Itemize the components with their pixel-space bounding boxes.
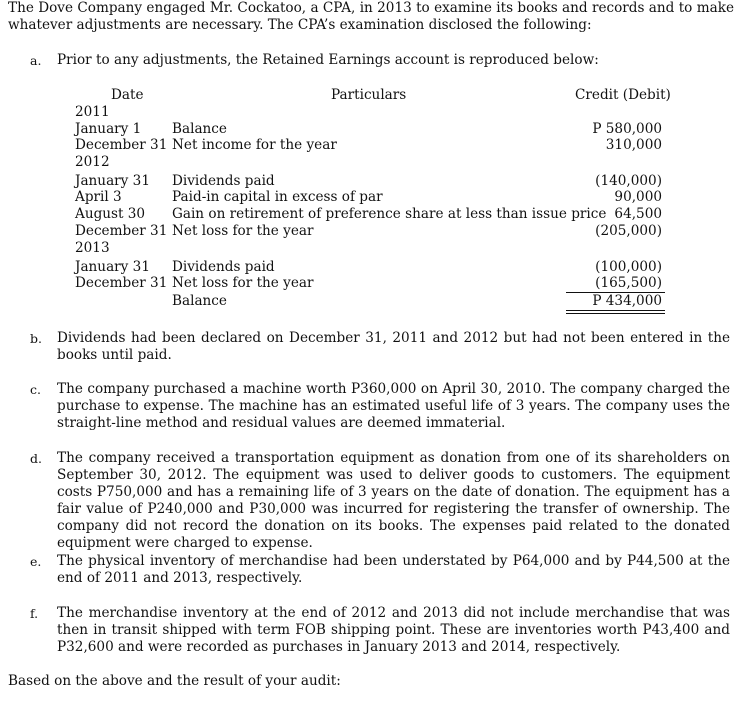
total-rule-upper (566, 310, 665, 311)
item-label: e. (30, 554, 42, 569)
item-label: c. (30, 382, 41, 397)
row-date: January 1 (75, 121, 142, 137)
row-date: August 30 (75, 206, 146, 222)
row-particulars: Gain on retirement of preference share at less than issue price (172, 206, 607, 222)
item-c (30, 381, 730, 432)
item-text: The physical inventory of merchandise had been understated by P64,000 and by P44,500 at the end of 2011 and 2013, respectively. (57, 553, 730, 586)
item-text: The company purchased a machine worth P360,000 on April 30, 2010. The company charged the purchase to expense. The machine has an estimated useful life of 3 years. The company uses the straight-line method and residual values are deemed immaterial. (57, 381, 730, 431)
row-particulars: Net loss for the year (172, 223, 314, 239)
item-a (30, 52, 730, 69)
item-text: Dividends had been declared on December 31, 2011 and 2012 but had not been entered in the books until paid. (57, 330, 730, 363)
row-particulars: Dividends paid (172, 259, 275, 275)
row-date: January 31 (75, 259, 150, 275)
row-date: 2011 (75, 104, 110, 120)
closing-line: Based on the above and the result of your audit: (8, 673, 341, 689)
row-date: December 31 (75, 137, 168, 153)
header-particulars: Particulars (331, 87, 407, 103)
item-label: b. (30, 331, 42, 346)
item-label: f. (30, 606, 39, 621)
row-amount: P 580,000 (592, 121, 662, 137)
item-e (30, 553, 730, 587)
row-date: December 31 (75, 275, 168, 291)
row-date: 2013 (75, 240, 110, 256)
item-text: The merchandise inventory at the end of 2012 and 2013 did not include merchandise that was then in transit shipped with term FOB shipping point. These are inventories worth P43,400 and P32,600 and were recorded as purchases in January 2013 and 2014, respectively. (57, 605, 730, 655)
intro-paragraph: The Dove Company engaged Mr. Cockatoo, a CPA, in 2013 to examine its books and records and to make whatever adjustments are necessary. The CPA’s examination disclosed the following: (8, 0, 734, 33)
total-rule-lower (566, 313, 665, 314)
row-amount: 310,000 (605, 137, 662, 153)
row-amount: (100,000) (595, 259, 662, 275)
item-text: Prior to any adjustments, the Retained Earnings account is reproduced below: (57, 52, 599, 68)
row-amount: (165,500) (595, 275, 662, 291)
row-amount: 64,500 (614, 206, 662, 222)
row-date: 2012 (75, 154, 110, 170)
header-amount: Credit (Debit) (575, 87, 671, 103)
row-amount: 90,000 (614, 189, 662, 205)
item-label: a. (30, 53, 42, 68)
item-b (30, 330, 730, 364)
item-f (30, 605, 730, 656)
row-particulars: Dividends paid (172, 173, 275, 189)
item-text: The company received a transportation equipment as donation from one of its shareholders on September 30, 2012. The equipment was used to deliver goods to customers. The equipment costs P750,000 and has a remaining life of 3 years on the date of donation. The equipment has a fair value of P240,000 and P30,000 was incurred for registering the transfer of ownership. The company did not record the donation on its books. The expenses paid related to the donated equipment were charged to expense. (57, 450, 730, 551)
header-date: Date (111, 87, 144, 103)
item-label: d. (30, 451, 42, 466)
row-particulars: Paid-in capital in excess of par (172, 189, 383, 205)
row-amount: (140,000) (595, 173, 662, 189)
row-amount: (205,000) (595, 223, 662, 239)
row-particulars: Net loss for the year (172, 275, 314, 291)
row-date: January 31 (75, 173, 150, 189)
row-particulars: Net income for the year (172, 137, 337, 153)
row-particulars: Balance (172, 293, 227, 309)
row-date: April 3 (75, 189, 122, 205)
balance-amount: P 434,000 (592, 293, 662, 309)
item-d (30, 450, 730, 552)
row-particulars: Balance (172, 121, 227, 137)
row-date: December 31 (75, 223, 168, 239)
